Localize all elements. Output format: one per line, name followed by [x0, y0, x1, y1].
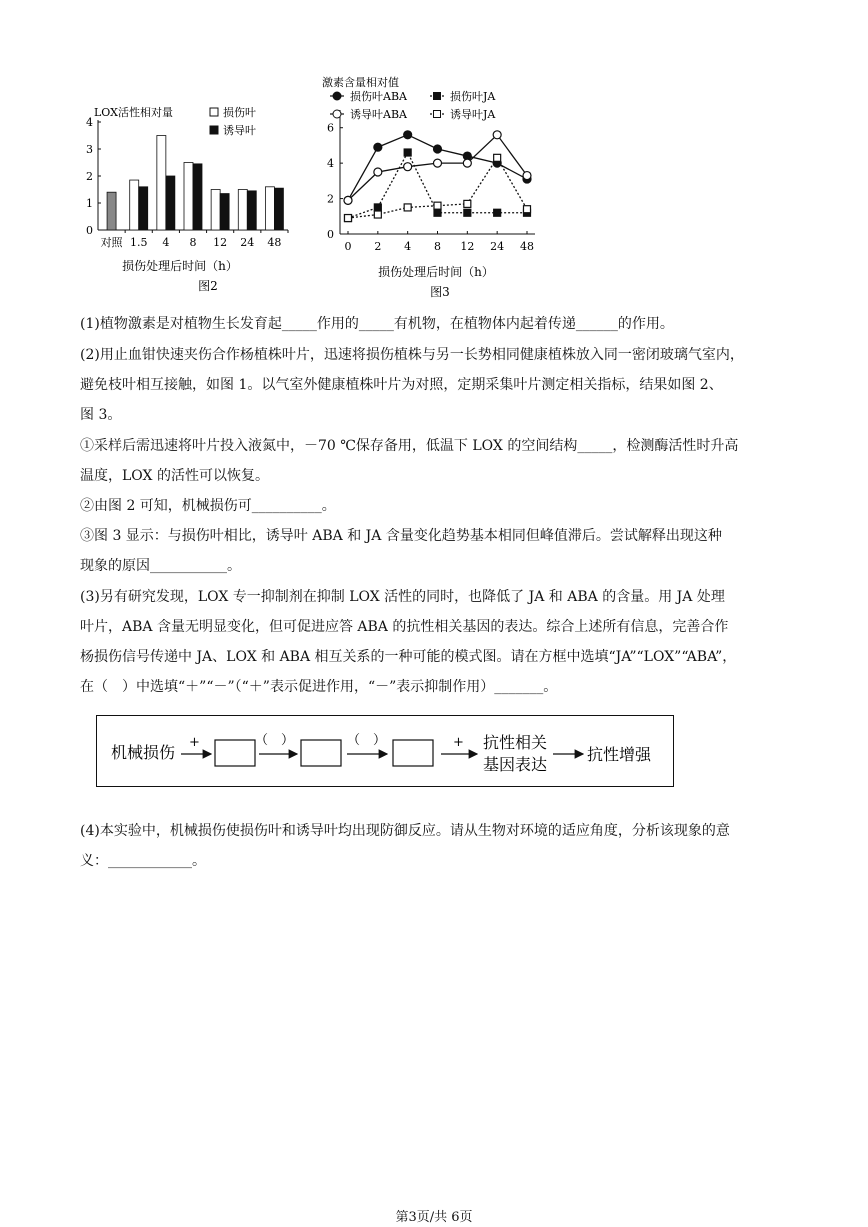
fig3-x-tick-label: 12 — [460, 240, 475, 253]
question-2-3-line-1: ③图 3 显示：与损伤叶相比，诱导叶 ABA 和 JA 含量变化趋势基本相同但峰值滞后。尝试解释出现这种 — [80, 528, 722, 544]
fig3-point-series-4 — [434, 202, 441, 209]
fig2-bar-induced — [220, 194, 229, 230]
fig2-legend-induced: 诱导叶 — [223, 124, 256, 137]
fig3-point-series-3 — [464, 209, 471, 216]
question-3-line-4: 在（ ）中选填“＋”“－”（“＋”表示促进作用，“－”表示抑制作用）_______。 — [80, 679, 558, 695]
fig3-point-series-1 — [404, 131, 412, 139]
fig2-bar-induced — [139, 187, 148, 230]
question-3-line-1: (3)另有研究发现，LOX 专一抑制剂在抑制 LOX 活性的同时，也降低了 JA 和 ABA 的含量。用 JA 处理 — [80, 589, 725, 605]
fig3-y-tick-label: 0 — [327, 228, 334, 241]
question-2-2: ②由图 2 可知，机械损伤可__________。 — [80, 498, 336, 514]
fig3-legend-label-1: 损伤叶ABA — [350, 90, 407, 103]
fig3-point-series-4 — [494, 154, 501, 161]
fig2-title: LOX活性相对量 — [94, 106, 173, 119]
fig3-title: 激素含量相对值 — [322, 76, 399, 89]
flow-paren-1[interactable]: （ ） — [255, 733, 295, 748]
fig2-bar-induced — [166, 176, 175, 230]
fig2-legend-damaged: 损伤叶 — [223, 106, 256, 119]
fig3-point-series-4 — [374, 211, 381, 218]
fig3-y-tick-label: 2 — [327, 192, 334, 206]
flow-blank-box-1[interactable] — [215, 740, 255, 766]
fig3-point-series-1 — [374, 143, 382, 151]
fig3-point-series-4 — [524, 206, 531, 213]
fig3-point-series-2 — [374, 168, 382, 176]
question-2-line-2: 避免枝叶相互接触，如图 1。以气室外健康植株叶片为对照，定期采集叶片测定相关指标，结果如图 2、 — [80, 377, 723, 393]
figure-3-line-chart — [310, 70, 550, 300]
signal-pathway-svg — [97, 716, 675, 788]
fig3-point-series-4 — [404, 204, 411, 211]
fig2-legend-swatch-damaged — [210, 108, 218, 116]
fig3-x-label: 损伤处理后时间（h） — [378, 265, 494, 279]
question-3-line-2: 叶片，ABA 含量无明显变化，但可促进应答 ABA 的抗性相关基因的表达。综合上述所有信息，完善合作 — [80, 619, 729, 635]
fig2-x-tick-label: 4 — [162, 236, 170, 249]
flow-sign-1: + — [189, 735, 200, 750]
fig2-y-tick-label: 3 — [86, 143, 93, 156]
fig2-legend-swatch-induced — [210, 126, 218, 134]
fig3-legend-label-2: 诱导叶ABA — [350, 108, 407, 121]
fig3-point-series-2 — [493, 131, 501, 139]
fig2-x-tick-label: 对照 — [100, 236, 123, 249]
fig2-bar-damaged — [184, 163, 193, 231]
fig2-x-label: 损伤处理后时间（h） — [122, 259, 238, 273]
fig3-x-tick-label: 24 — [490, 240, 505, 253]
fig3-legend-marker-4 — [434, 111, 441, 118]
fig2-bar-induced — [193, 164, 202, 230]
fig3-x-tick-label: 4 — [404, 240, 412, 253]
fig2-bar-damaged — [211, 190, 220, 231]
fig3-point-series-2 — [463, 159, 471, 167]
fig3-point-series-3 — [374, 204, 381, 211]
page-footer: 第3页/共 6页 — [395, 1210, 473, 1225]
fig3-point-series-3 — [494, 209, 501, 216]
flow-gene-label-line-1: 抗性相关 — [483, 733, 548, 752]
question-2-line-3: 图 3。 — [80, 407, 122, 423]
fig3-point-series-2 — [523, 172, 531, 180]
fig2-x-tick-label: 12 — [213, 236, 228, 249]
fig3-legend-marker-2 — [333, 110, 341, 118]
flow-sign-2: + — [453, 735, 464, 750]
fig3-legend-label-3: 损伤叶JA — [450, 90, 496, 103]
fig3-point-series-3 — [404, 149, 411, 156]
fig2-x-tick-label: 1.5 — [129, 236, 148, 249]
fig3-x-tick-label: 8 — [434, 240, 441, 253]
fig3-y-tick-label: 6 — [327, 121, 334, 135]
figure-2-bar-chart — [80, 100, 300, 300]
fig2-y-tick-label: 0 — [86, 224, 93, 237]
fig3-point-series-2 — [434, 159, 442, 167]
fig3-legend-label-4: 诱导叶JA — [450, 108, 496, 121]
fig3-point-series-1 — [434, 145, 442, 153]
fig2-bar-damaged — [265, 187, 274, 230]
fig2-bar-damaged — [130, 180, 139, 230]
question-2-line-1: (2)用止血钳快速夹伤合作杨植株叶片，迅速将损伤植株与另一长势相同健康植株放入同一密闭玻璃气室内， — [80, 347, 744, 363]
question-3-line-3: 杨损伤信号传递中 JA、LOX 和 ABA 相互关系的一种可能的模式图。请在方框中选填“JA”“LOX”“ABA”， — [80, 649, 737, 665]
question-2-1-line-1: ①采样后需迅速将叶片投入液氮中，－70 ℃保存备用，低温下 LOX 的空间结构_____，检测酶活性时升高 — [80, 438, 739, 454]
flow-end-label: 抗性增强 — [587, 745, 652, 764]
question-2-3-line-2: 现象的原因___________。 — [80, 558, 241, 574]
flow-blank-box-3[interactable] — [393, 740, 433, 766]
fig2-y-tick-label: 1 — [86, 197, 93, 210]
fig2-bar-induced — [247, 191, 256, 230]
fig3-point-series-2 — [344, 196, 352, 204]
fig3-point-series-4 — [345, 215, 352, 222]
fig2-bar-damaged — [238, 190, 247, 231]
question-4-line-1: (4)本实验中，机械损伤使损伤叶和诱导叶均出现防御反应。请从生物对环境的适应角度，分析该现象的意 — [80, 823, 730, 839]
fig3-point-series-4 — [464, 200, 471, 207]
fig2-bar-induced — [274, 188, 283, 230]
fig3-legend-marker-1 — [333, 92, 341, 100]
fig2-y-tick-label: 2 — [86, 170, 93, 183]
question-2-1-line-2: 温度，LOX 的活性可以恢复。 — [80, 468, 269, 484]
fig2-bar-damaged — [157, 136, 166, 231]
signal-pathway-diagram — [96, 715, 674, 787]
question-4-line-2: 义：____________。 — [80, 853, 206, 869]
fig3-x-tick-label: 0 — [344, 240, 352, 253]
fig2-caption: 图2 — [198, 279, 218, 293]
fig2-y-tick-label: 4 — [86, 116, 93, 129]
fig3-legend-marker-3 — [434, 93, 441, 100]
flow-start-label: 机械损伤 — [111, 743, 176, 762]
fig3-point-series-3 — [434, 209, 441, 216]
fig2-bar-control — [107, 192, 116, 230]
flow-paren-2[interactable]: （ ） — [347, 733, 387, 748]
fig2-x-tick-label: 8 — [189, 236, 197, 249]
fig3-x-tick-label: 48 — [520, 240, 534, 253]
fig3-y-tick-label: 4 — [327, 157, 334, 171]
fig3-caption: 图3 — [430, 285, 450, 299]
fig2-x-tick-label: 48 — [267, 236, 282, 249]
flow-blank-box-2[interactable] — [301, 740, 341, 766]
flow-gene-label-line-2: 基因表达 — [483, 755, 548, 774]
fig3-x-tick-label: 2 — [374, 240, 382, 253]
question-1: (1)植物激素是对植物生长发育起_____作用的_____有机物，在植物体内起着传递______的作用。 — [80, 316, 674, 332]
fig3-point-series-2 — [404, 163, 412, 171]
fig2-x-tick-label: 24 — [240, 236, 255, 249]
